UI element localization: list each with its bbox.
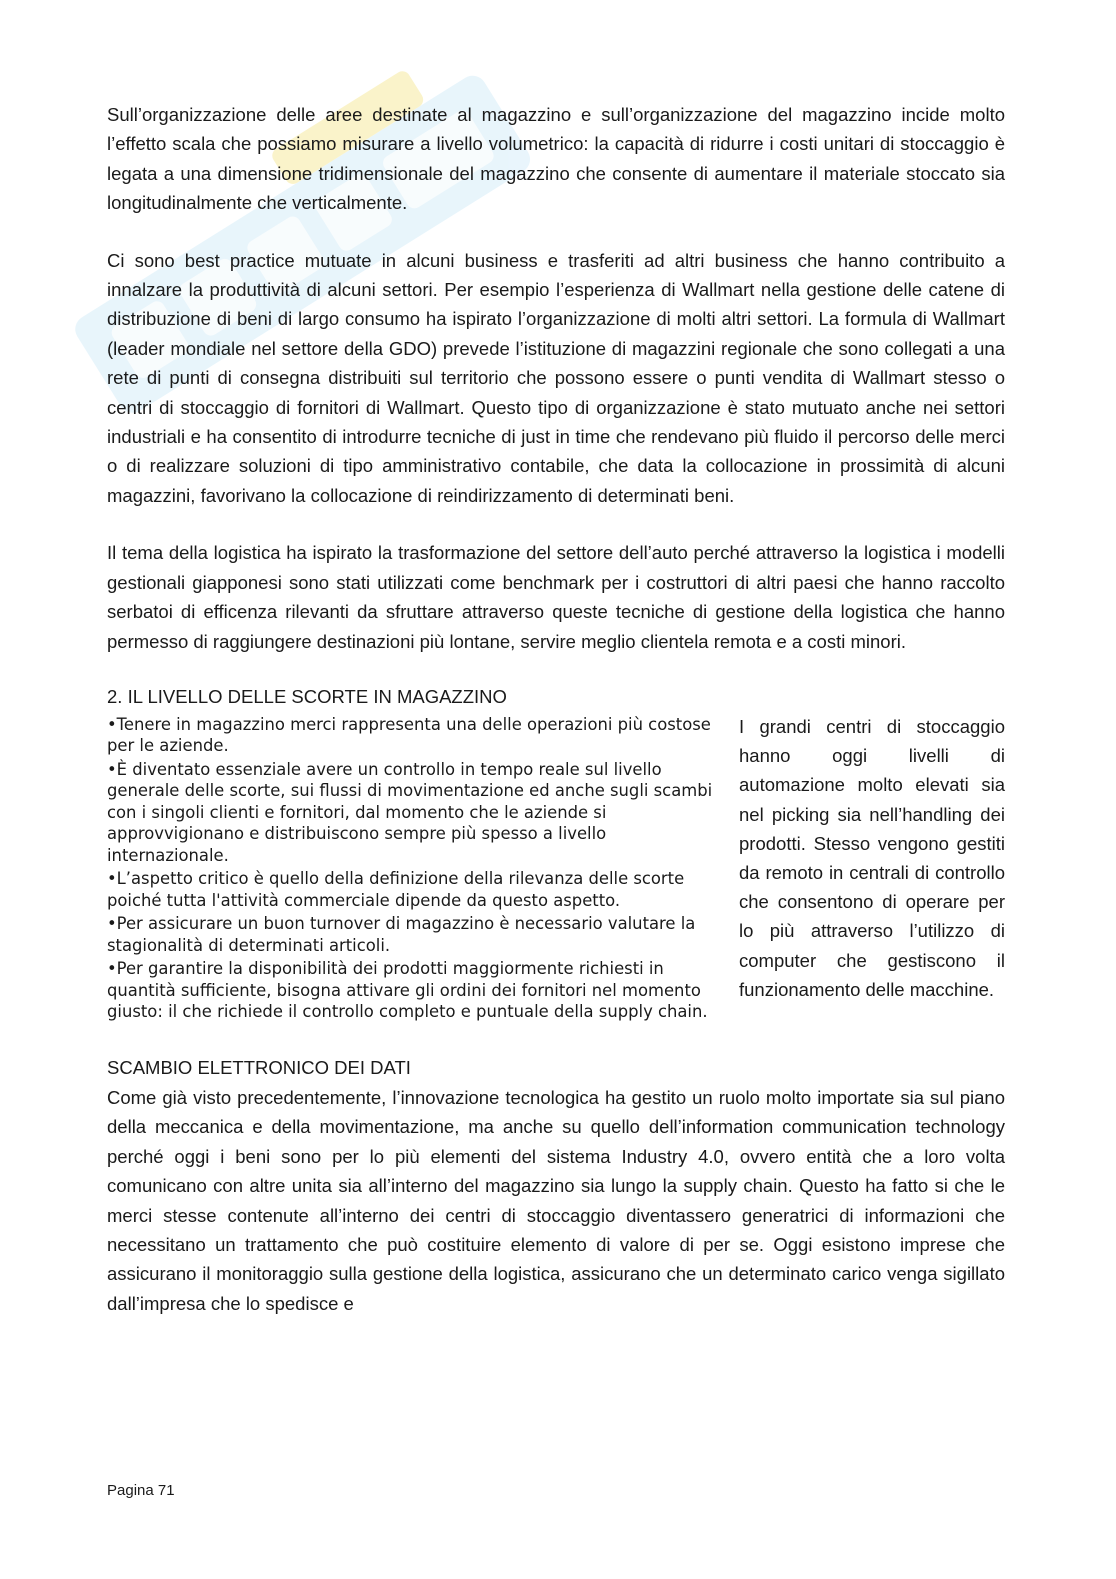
list-item: •L’aspetto critico è quello della definizione della rilevanza delle scorte poiché tutta l'attività commerciale dipende da questo aspetto.	[107, 869, 685, 910]
section-heading-stock-level: 2. IL LIVELLO DELLE SCORTE IN MAGAZZINO	[107, 685, 507, 707]
list-item: •È diventato essenziale avere un controllo in tempo reale sul livello generale delle scorte, sui flussi di movimentazione ed anche sugli scambi con i singoli clienti e fornitori, dal momento che le aziende si approvvigionano e distribuiscono sempre più spesso a livello internazionale.	[107, 759, 713, 865]
stock-level-content	[107, 714, 1005, 1025]
paragraph-logistics-auto: Il tema della logistica ha ispirato la trasformazione del settore dell’auto perché attraverso la logistica i modelli gestionali giapponesi sono stati utilizzati come benchmark per i costruttori di altri paesi che hanno raccolto serbatoi di efficenza rilevanti da sfruttare attraverso queste tecniche di gestione della logistica che hanno permesso di raggiungere destinazioni più lontane, servire meglio clientela remota e a costi minori.	[107, 542, 1005, 652]
bullet-list	[107, 714, 725, 1025]
list-item: •Per garantire la disponibilità dei prodotti maggiormente richiesti in quantità sufficiente, bisogna attivare gli ordini dei fornitori nel momento giusto: il che richiede il controllo completo e puntuale della supply chain.	[107, 959, 708, 1022]
paragraph-edi: Come già visto precedentemente, l’innovazione tecnologica ha gestito un ruolo molto importate sia sul piano della meccanica e della movimentazione, ma anche su quello dell’information communication technology perché oggi i beni sono per lo più elementi del sistema Industry 4.0, ovvero entità che a loro volta comunicano con altre unita sia all’interno del magazzino sia lungo la supply chain. Questo ha fatto si che le merci stesse contenute all’interno dei centri di stoccaggio diventassero generatrici di informazioni che necessitano un trattamento che può costituire elemento di valore di per se. Oggi esistono imprese che assicurano il monitoraggio sulla gestione della logistica, assicurano che un determinato carico venga sigillato dall’impresa che lo spedisce e	[107, 1086, 1005, 1314]
paragraph-best-practice: Ci sono best practice mutuate in alcuni business e trasferiti ad altri business che hanno contribuito a innalzare la produttività di alcuni settori. Per esempio l’esperienza di Wallmart nella gestione delle catene di distribuzione di beni di largo consumo ha ispirato l’organizzazione di molti altri settori. La formula di Wallmart (leader mondiale nel settore della GDO) prevede l’istituzione di magazzini regionale che sono collegati a una rete di punti di consegna distribuiti sul territorio che possono essere o punti vendita di Wallmart stesso o centri di stoccaggio di fornitori di Wallmart. Questo tipo di organizzazione è stato mutuato anche nei settori industriali e ha consentito di introdurre tecniche di just in time che rendevano più fluido il percorso delle merci o di realizzare soluzioni di tipo amministrativo contabile, che data la collocazione in prossimità di alcuni magazzini, favorivano la collocazione di reindirizzamento di determinati beni.	[107, 249, 1005, 506]
paragraph-warehouse-scale: Sull’organizzazione delle aree destinate al magazzino e sull’organizzazione del magazzino incide molto l’effetto scala che possiamo misurare a livello volumetrico: la capacità di ridurre i costi unitari di stoccaggio è legata a una dimensione tridimensionale del magazzino che consente di aumentare il materiale stoccato sia longitudinalmente che verticalmente.	[107, 104, 1005, 214]
list-item: •Per assicurare un buon turnover di magazzino è necessario valutare la stagionalità di determinati articoli.	[107, 914, 696, 955]
side-note: I grandi centri di stoccaggio hanno oggi livelli di automazione molto elevati sia nel picking sia nell’handling dei prodotti. Stesso vengono gestiti da remoto in centrali di controllo che consentono di operare per lo più attraverso l’utilizzo di computer che gestiscono il funzionamento delle macchine.	[739, 715, 1005, 1000]
section-heading-edi: SCAMBIO ELETTRONICO DEI DATI	[107, 1056, 411, 1078]
page-number: Pagina 71	[107, 1482, 175, 1499]
document-page	[107, 100, 1005, 1346]
list-item: •Tenere in magazzino merci rappresenta una delle operazioni più costose per le aziende.	[107, 714, 711, 756]
